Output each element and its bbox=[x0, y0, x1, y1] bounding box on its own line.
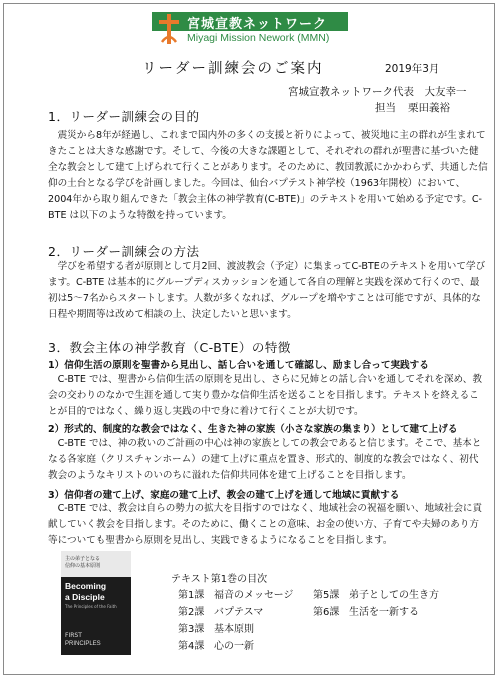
toc-lesson-number: 第6課 bbox=[313, 607, 340, 618]
toc-lesson-title: 基本原則 bbox=[214, 624, 254, 635]
book-en-title-2: a Disciple bbox=[65, 592, 105, 602]
feature-1-body: C-BTE では、聖書から信仰生活の原則を見出し、さらに兄姉との話し合いを通してそれを深め、教会の交わりのなかで生涯を通して実り豊かな信仰生活を送ることを目指します。テキストを終えることが目的ではなく、繰り返し実践の中で身に着けて行くことが大切です。 bbox=[48, 374, 482, 417]
toc-lesson-number: 第5課 bbox=[313, 590, 340, 601]
toc-lesson-number: 第1課 bbox=[178, 590, 205, 601]
feature-2-body: C-BTE では、神の救いのご計画の中心は神の家族としての教会であると信じます。そこで、基本となる各家庭（クリスチャンホーム）の建て上げに重点を置き、形式的、制度的な教会ではなく、初代教会のようなキリストのいのちに溢れた信仰共同体を建て上げることを目指します。 bbox=[48, 438, 482, 481]
section-1-body: 震災から8年が経過し、これまで国内外の多くの支援と祈りによって、被災地に主の群れが生まれてきたことは大きな感謝です。そして、今後の大きな課題として、それぞれの群れが聖書に基づいた健全な教会として建て上げられて行くことがあります。そのために、教団教派にかかわらず、共通した信仰の土台となる学びを計画しました。今回は、仙台バプテスト神学校（1963年開校）において、2004年から取り組んできた「教会主体の神学教育(C-BTE)」のテキストを用いて始める予定です。C-BTE は以下のような特徴を持っています。 bbox=[48, 130, 488, 221]
book-jp-subtitle: 信仰の基本原則 bbox=[65, 563, 101, 569]
book-tagline: The Principles of the Faith bbox=[65, 604, 117, 609]
document-date: 2019年3月 bbox=[385, 63, 440, 75]
section-2-body: 学びを希望する者が原則として月2回、渡波教会（予定）に集まってC-BTEのテキストを用いて学びます。C-BTE は基本的にグループディスカッションを通して各自の理解と実践を深めて行くので、最初は5～7名からスタートします。人数が多くなれば、グループを増やすことは可能ですが、具体的な日程や期間等は改めて相談の上、決定したいと思います。 bbox=[48, 261, 486, 320]
toc-item bbox=[313, 586, 439, 601]
feature-3-title: 3）信仰者の建て上げ、家庭の建て上げ、教会の建て上げを通して地域に貢献する bbox=[48, 490, 400, 501]
feature-2-title: 2）形式的、制度的な教会ではなく、生きた神の家族（小さな家族の集まり）として建て上げる bbox=[48, 424, 458, 435]
org-english-name: Miyagi Mission Nework (MMN) bbox=[187, 32, 330, 44]
toc-lesson-title: 心の一新 bbox=[214, 641, 254, 652]
org-logo bbox=[152, 12, 348, 48]
toc-lesson-number: 第3課 bbox=[178, 624, 205, 635]
toc-lesson-number: 第4課 bbox=[178, 641, 205, 652]
section-2-heading: 2．リーダー訓練会の方法 bbox=[48, 244, 200, 259]
sender-name: 栗田義裕 bbox=[408, 102, 450, 114]
textbook-cover-image bbox=[61, 551, 131, 655]
book-jp-title: 主の弟子となる bbox=[65, 556, 101, 562]
toc-lesson-title: 弟子としての生き方 bbox=[349, 590, 439, 601]
toc-lesson-title: バプテスマ bbox=[214, 607, 264, 618]
toc-item bbox=[178, 603, 263, 618]
book-series-2: PRINCIPLES bbox=[65, 641, 101, 647]
section-3-heading: 3．教会主体の神学教育（C-BTE）の特徴 bbox=[48, 340, 291, 355]
toc-item bbox=[178, 620, 254, 635]
section-1-heading: 1．リーダー訓練会の目的 bbox=[48, 109, 200, 124]
cross-flame-logo-icon bbox=[154, 12, 184, 48]
feature-1-title: 1）信仰生活の原則を聖書から見出し、話し合いを通して確認し、励まし合って実践する bbox=[48, 360, 429, 371]
book-series-1: FIRST bbox=[65, 632, 82, 639]
document-page bbox=[3, 3, 495, 675]
toc-lesson-title: 福音のメッセージ bbox=[214, 590, 294, 601]
org-name: 宮城宣教ネットワーク bbox=[187, 17, 328, 32]
sender-contact bbox=[375, 100, 450, 115]
toc-lesson-title: 生活を一新する bbox=[349, 607, 419, 618]
toc-item bbox=[178, 637, 254, 652]
toc-heading: テキスト第1巻の目次 bbox=[171, 574, 268, 585]
feature-3-body: C-BTE では、教会は自らの勢力の拡大を目指すのではなく、地域社会の祝福を願い、地域社会に貢献していく教会を目指します。そのために、働くことの意味、お金の使い方、子育てや夫婦のあり方等についても聖書から原則を見出し、実践できるようになることを目指します。 bbox=[48, 503, 483, 546]
sender-representative: 宮城宣教ネットワーク代表 大友幸一 bbox=[288, 86, 467, 98]
document-title: リーダー訓練会のご案内 bbox=[142, 61, 324, 77]
book-en-title-1: Becoming bbox=[65, 581, 107, 591]
toc-item bbox=[313, 603, 419, 618]
toc-item bbox=[178, 586, 293, 601]
sender-role: 担当 bbox=[375, 102, 396, 114]
toc-lesson-number: 第2課 bbox=[178, 607, 205, 618]
